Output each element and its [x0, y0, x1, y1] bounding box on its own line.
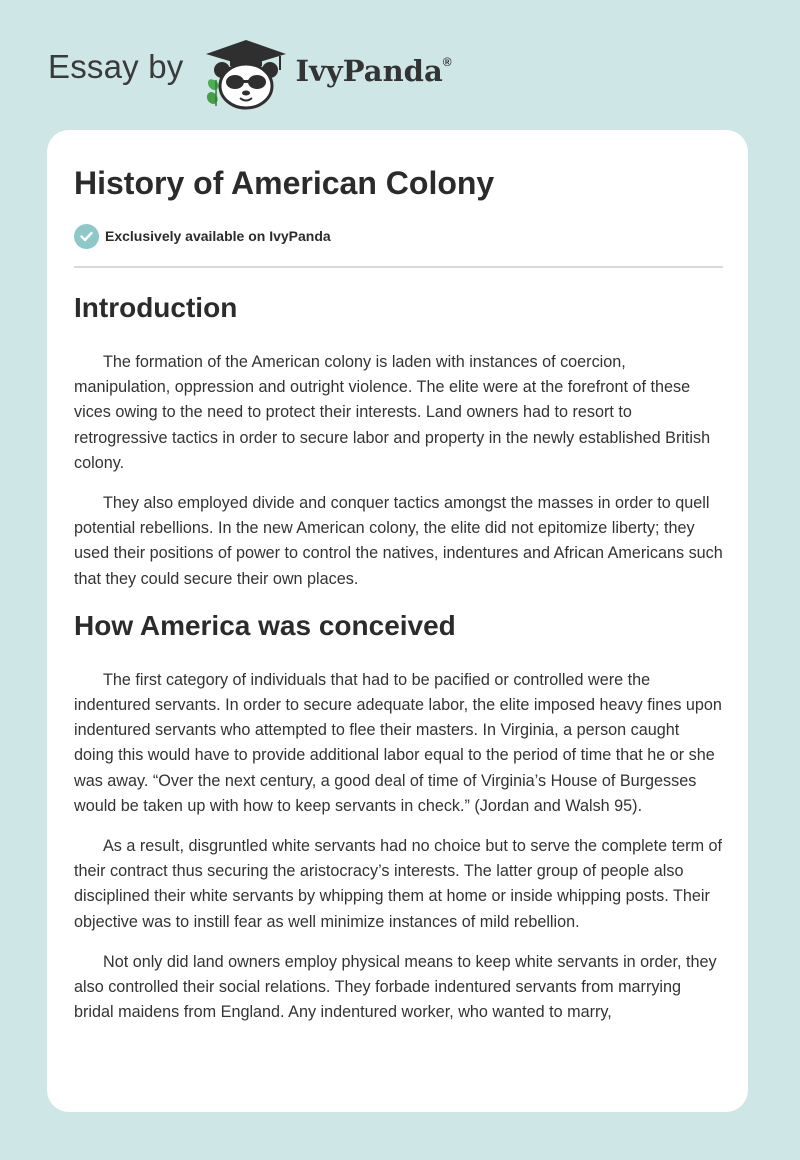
essay-by-label: Essay by	[48, 48, 184, 85]
paragraph: Not only did land owners employ physical means to keep white servants in order, they also controlled their social relations. They forbade indentured servants from marrying bridal maidens from England. Any indentured worker, who wanted to marry,	[74, 952, 717, 1022]
registered-mark: ®	[442, 55, 452, 70]
exclusive-badge	[74, 222, 723, 250]
section-heading: How America was conceived	[74, 609, 456, 641]
page-title: History of American Colony	[74, 165, 495, 201]
divider	[74, 266, 723, 268]
paragraph: The first category of individuals that had to be pacified or controlled were the indentured servants. In order to secure adequate labor, the elite imposed heavy fines upon indentured servants who attempted to flee their masters. In Virginia, a person caught doing this would have to provide additional labor equal to the period of time that he or she was away. “Over the next century, a good deal of time of Virginia’s House of Burgesses would be taken up with how to keep servants in check.” (Jordan and Walsh 95).	[74, 670, 722, 815]
section-heading: Introduction	[74, 292, 238, 323]
paragraph: As a result, disgruntled white servants had no choice but to serve the complete term of their contract thus securing the aristocracy’s interests. The latter group of people also disciplined their white servants by whipping them at home or inside whipping posts. Their objective was to instill fear as well minimize instances of mild rebellion.	[74, 837, 723, 931]
exclusive-label: Exclusively available on IvyPanda	[105, 228, 331, 244]
site-header	[48, 36, 452, 110]
essay-card	[47, 130, 748, 1112]
ivypanda-logo-icon[interactable]	[200, 36, 292, 110]
brand-name[interactable]: IvyPanda®	[295, 54, 452, 88]
essay-content	[74, 162, 723, 1025]
paragraph: They also employed divide and conquer tactics amongst the masses in order to quell potential rebellions. In the new American colony, the elite did not epitomize liberty; they used their positions of power to control the natives, indentures and African Americans such that they could secure their own places.	[74, 494, 723, 588]
paragraph: The formation of the American colony is laden with instances of coercion, manipulation, oppression and outright violence. The elite were at the forefront of these vices owing to the need to protect their interests. Land owners had to resort to retrogressive tactics in order to secure labor and property in the newly established British colony.	[74, 353, 711, 472]
check-icon	[74, 224, 99, 249]
